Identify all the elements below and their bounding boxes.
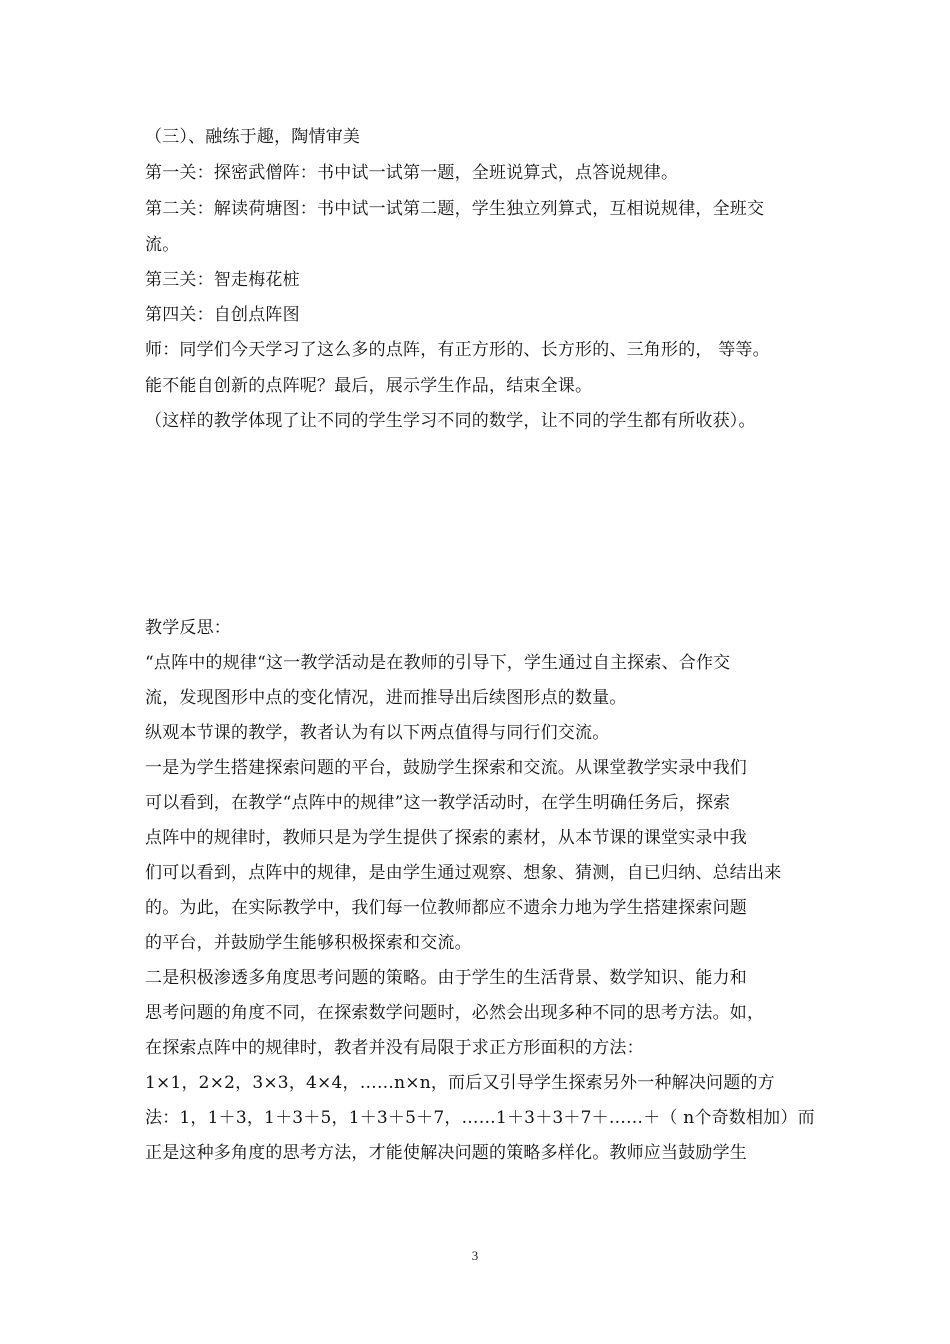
section-heading: （三）、融练于趣，陶情审美 — [145, 127, 361, 147]
text-line: 师：同学们今天学习了这么多的点阵，有正方形的、长方形的、三角形的， 等等。 — [145, 340, 770, 360]
text-line: “点阵中的规律“这一教学活动是在教师的引导下，学生通过自主探索、合作交 — [145, 653, 731, 673]
text-line: 的平台，并鼓励学生能够积极探索和交流。 — [145, 933, 472, 953]
text-line: 第一关：探密武僧阵：书中试一试第一题，全班说算式，点答说规律。 — [145, 163, 679, 183]
reflection-heading: 教学反思： — [145, 618, 231, 638]
text-line: 一是为学生搭建探索问题的平台，鼓励学生探索和交流。从课堂教学实录中我们 — [145, 758, 747, 778]
text-line: 第二关：解读荷塘图：书中试一试第二题，学生独立列算式，互相说规律，全班交 — [145, 199, 765, 219]
text-line: 思考问题的角度不同，在探索数学问题时，必然会出现多种不同的思考方法。如， — [145, 1003, 765, 1023]
text-line: 法：1，1＋3，1＋3＋5，1＋3＋5＋7，……1＋3＋3＋7＋……＋（ n个奇数相加）而 — [145, 1108, 815, 1128]
text-line: 流。 — [145, 235, 180, 255]
text-line: 第三关：智走梅花桩 — [145, 270, 300, 290]
text-line: 在探索点阵中的规律时，教者并没有局限于求正方形面积的方法： — [145, 1038, 644, 1058]
text-line: （这样的教学体现了让不同的学生学习不同的数学，让不同的学生都有所收获）。 — [145, 411, 756, 431]
text-line: 正是这种多角度的思考方法，才能使解决问题的策略多样化。教师应当鼓励学生 — [145, 1143, 747, 1163]
page-number: 3 — [471, 1248, 479, 1263]
text-line: 第四关：自创点阵图 — [145, 305, 300, 325]
text-line: 的。为此，在实际教学中，我们每一位教师都应不遗余力地为学生搭建探索问题 — [145, 898, 747, 918]
text-line: 点阵中的规律时，教师只是为学生提供了探索的素材，从本节课的课堂实录中我 — [145, 828, 747, 848]
text-line: 可以看到，在教学“点阵中的规律”这一教学活动时，在学生明确任务后，探索 — [145, 793, 731, 813]
text-line: 1×1，2×2，3×3，4×4，……n×n，而后又引导学生探索另外一种解决问题的方 — [145, 1073, 775, 1093]
text-line: 纵观本节课的教学，教者认为有以下两点值得与同行们交流。 — [145, 723, 610, 743]
text-line: 流，发现图形中点的变化情况，进而推导出后续图形点的数量。 — [145, 688, 627, 708]
text-line: 们可以看到，点阵中的规律，是由学生通过观察、想象、猜测，自已归纳、总结出来 — [145, 863, 782, 883]
text-line: 二是积极渗透多角度思考问题的策略。由于学生的生活背景、数学知识、能力和 — [145, 968, 747, 988]
text-line: 能不能自创新的点阵呢？最后，展示学生作品，结束全课。 — [145, 376, 593, 396]
